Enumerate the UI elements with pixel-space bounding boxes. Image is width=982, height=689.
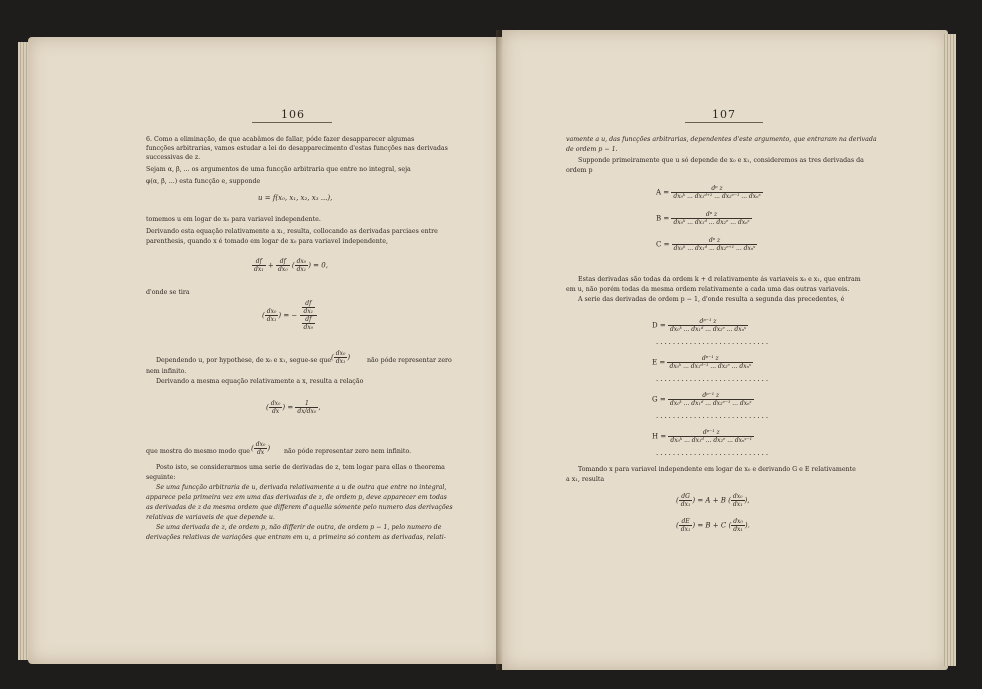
text-line: Dependendo u, por hypothese, de x₀ e x₁, segue-se que xyxy=(156,357,332,364)
equation-ratio: ( $\frac{\text{dx₀}}{\text{dx₁}}$ ) = − $\frac{\frac{df}{\text{dx₁}}}{\frac{df}{\text{dx₀}}}$ xyxy=(262,300,317,331)
text-line: vamente a u, das funcções arbitrarias, dependentes d'este argumento, que entraram na derivada xyxy=(566,136,877,143)
theorem-line: relativas de variaveis de que depende u. xyxy=(146,514,275,521)
text-line: não póde representar zero xyxy=(367,357,452,364)
system-equation: E = $\frac{\text{dᵖ⁻¹ z}}{\text{dx₀ᵏ ... dx₁ᵈ⁻¹ ... dx₂ᵉ ... dxₙˢ}}$ xyxy=(652,355,752,370)
equation-dE: ( $\frac{dE}{\text{dx₁}}$ ) = B + C ( $\frac{\text{dx₀}}{\text{dx₁}}$ ). xyxy=(676,518,750,533)
right-page-edges xyxy=(944,34,956,666)
system-equation: D = $\frac{\text{dᵖ⁻¹ z}}{\text{dx₀ᵏ ... dx₁ᵈ ... dx₂ᵉ ... dxₙˢ}}$ xyxy=(652,318,747,333)
text-line: a x₁, resulta xyxy=(566,476,605,483)
system-equation: B = $\frac{\text{dᵖ z}}{\text{dx₀ᵏ ... dx₁ᵈ ... dx₂ᵉ ... dxₙˢ}}$ xyxy=(656,211,750,226)
inline-derivative: ( $\frac{\text{dx₀}}{\text{dx₁}}$ ) xyxy=(331,350,351,365)
text-line: de ordem p − 1. xyxy=(566,146,618,153)
text-line: Posto isto, se considerarmos uma serie de derivadas de z, tem logar para ellas o theorema xyxy=(156,464,445,471)
system-equation: G = $\frac{\text{dᵖ⁻¹ z}}{\text{dx₀ᵏ ... dx₁ᵈ ... dx₂ᵉ⁻¹ ... dxₙˢ}}$ xyxy=(652,392,752,407)
inline-derivative-2: ( $\frac{\text{dx₀}}{dx}$ ) xyxy=(251,441,271,456)
dotted-row: ........................... xyxy=(656,449,771,457)
text-line: tomemos u em logar de x₀ para variavel independente. xyxy=(146,216,321,223)
text-line: Sejam α, β, ... os argumentos de uma funcção arbitraria que entre no integral, seja xyxy=(146,166,411,173)
left-header-rule xyxy=(252,122,332,123)
equation-derivative: $\frac{df}{\text{dx₁}}$ + $\frac{df}{\text{dx₀}}$ ( $\frac{\text{dx₀}}{\text{dx₁}}$ ) = 0, xyxy=(254,258,328,273)
theorem-line: Se uma funcção arbitraria de u, derivada relativamente a u de outra que entre no integral, xyxy=(156,484,447,491)
text-line: φ(α, β, ...) esta funcção e, supponde xyxy=(146,178,261,185)
text-line: successivas de z. xyxy=(146,154,201,161)
right-page xyxy=(502,30,948,670)
right-page-number: 107 xyxy=(712,108,736,121)
text-line: Supponde primeiramente que u só depende de x₀ e x₁, consideremos as tres derivadas da xyxy=(578,157,864,164)
text-line: não póde representar zero nem infinito. xyxy=(284,448,412,455)
dotted-row: ........................... xyxy=(656,375,771,383)
equation-dG: ( $\frac{dG}{\text{dx₁}}$ ) = A + B ( $\frac{\text{dx₀}}{\text{dx₁}}$ ), xyxy=(676,493,750,508)
text-line: Derivando a mesma equação relativamente a x, resulta a relação xyxy=(156,378,364,385)
text-line: em u, não porém todas da mesma ordem relativamente a cada uma das outras variaveis. xyxy=(566,286,850,293)
left-page-number: 106 xyxy=(281,108,305,121)
text-line: Estas derivadas são todas da ordem k + d relativamente ás variaveis x₀ e x₁, que entram xyxy=(578,276,861,283)
right-header-rule xyxy=(685,122,763,123)
text-line: parenthesis, quando x é tomado em logar de x₀ para variavel independente, xyxy=(146,238,389,245)
system-equation: C = $\frac{\text{dᵖ z}}{\text{dx₀ᵏ ... dx₁ᵈ ... dx₂ᵉ⁺¹ ... dxₙˢ}}$ xyxy=(656,237,756,252)
system-equation: H = $\frac{\text{dᵖ⁻¹ z}}{\text{dx₀ᵏ ... dx₁ᵈ ... dx₂ᵉ ... dxₙˢ⁻¹}}$ xyxy=(652,429,753,444)
equation-u: u = f(x₀, x₁, x₂, x₃ ...), xyxy=(258,194,333,202)
dotted-row: ........................... xyxy=(656,412,771,420)
system-equation: A = $\frac{\text{dᵖ z}}{\text{dx₀ᵏ ... dx₁ᵈ⁺¹ ... dx₂ᵉ⁻¹ ... dxₙˢ}}$ xyxy=(656,185,761,200)
left-page xyxy=(28,37,502,664)
text-line: A serie das derivadas de ordem p − 1, d'onde resulta a segunda das precedentes, é xyxy=(578,296,845,303)
theorem-line: derivações relativas de variações que entram em u, a primeira só contem as derivadas, relati- xyxy=(146,534,446,541)
text-line: seguinte: xyxy=(146,474,176,481)
dotted-row: ........................... xyxy=(656,338,771,346)
text-line: Tomando x para variavel independente em logar de x₀ e derivando G e E relativamente xyxy=(578,466,856,473)
text-line: ordem p xyxy=(566,167,593,174)
text-line: d'onde se tira xyxy=(146,289,190,296)
text-line: Derivando esta equação relativamente a x₁, resulta, collocando as derivadas parciaes entre xyxy=(146,228,438,235)
text-line: funcções arbitrarias, vamos estudar a lei do desapparecimento d'estas funcções nas derivadas xyxy=(146,145,448,152)
text-line: 6. Como a eliminação, de que acabâmos de fallar, póde fazer desapparecer algumas xyxy=(146,136,415,143)
theorem-line: apparece pela primeira vez em uma das derivadas de z, de ordem p, deve apparecer em todas xyxy=(146,494,447,501)
text-line: que mostra do mesmo modo que xyxy=(146,448,251,455)
theorem-line: Se uma derivada de z, de ordem p, não differir de outra, de ordem p − 1, pelo numero de xyxy=(156,524,442,531)
book-gutter xyxy=(496,30,506,670)
theorem-line: as derivadas de z da mesma ordem que differem d'aquella sómente pelo numero das derivações xyxy=(146,504,453,511)
text-line: nem infinito. xyxy=(146,368,187,375)
equation-reciprocal: ( $\frac{\text{dx₀}}{dx}$ ) = $\frac{1}{\text{dx/dx₀}}$ , xyxy=(266,400,321,415)
